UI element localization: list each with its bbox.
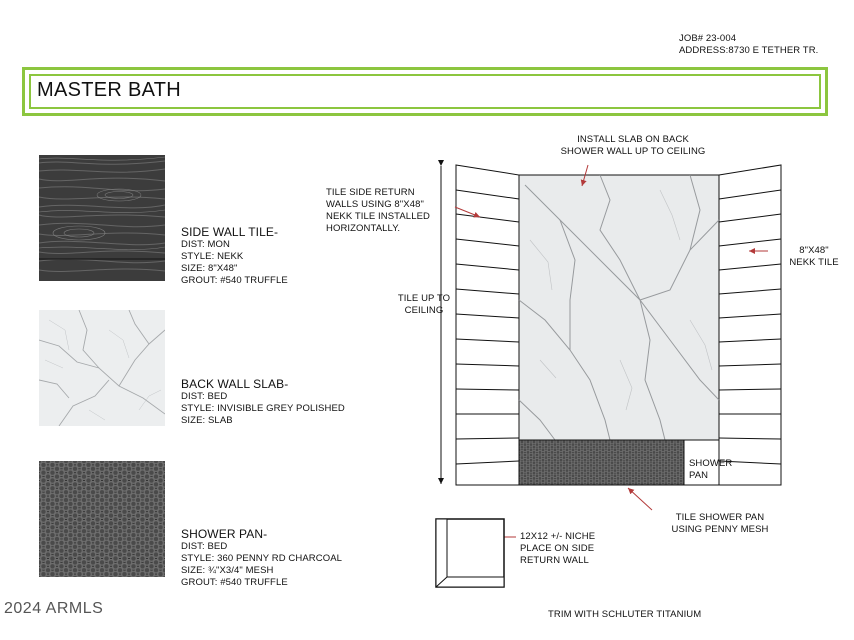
note-line: TILE SHOWER PAN bbox=[675, 512, 765, 523]
nekk-tile-note bbox=[786, 245, 842, 269]
note-line: 12X12 +/- NICHE bbox=[520, 531, 596, 542]
spec-heading: BACK WALL SLAB- bbox=[181, 377, 289, 391]
spec-line: DIST: BED bbox=[181, 391, 228, 402]
note-line: SHOWER WALL UP TO CEILING bbox=[560, 146, 706, 157]
note-line: 8"X48" bbox=[799, 245, 829, 256]
spec-line: GROUT: #540 TRUFFLE bbox=[181, 577, 288, 588]
penny-mesh-arrow bbox=[628, 488, 652, 510]
spec-line: STYLE: 360 PENNY RD CHARCOAL bbox=[181, 553, 343, 564]
note-line: TILE SIDE RETURN bbox=[326, 187, 415, 198]
note-line: USING PENNY MESH bbox=[671, 524, 769, 535]
niche-note bbox=[520, 531, 595, 567]
page-title: MASTER BATH bbox=[37, 79, 182, 101]
niche-diagram bbox=[436, 519, 504, 587]
note-line: PLACE ON SIDE bbox=[520, 543, 595, 554]
note-line: WALLS USING 8"X48" bbox=[326, 199, 424, 210]
note-line: NEKK TILE INSTALLED bbox=[326, 211, 430, 222]
install-slab-note bbox=[543, 134, 723, 158]
job-number: JOB# 23-004 bbox=[679, 33, 737, 44]
back-wall-slab bbox=[519, 175, 719, 440]
spec-line: DIST: MON bbox=[181, 239, 230, 250]
note-line: PAN bbox=[689, 470, 709, 481]
spec-heading: SIDE WALL TILE- bbox=[181, 225, 279, 239]
penny-mesh-note bbox=[665, 512, 775, 536]
note-line: CEILING bbox=[404, 305, 444, 316]
note-line: RETURN WALL bbox=[520, 555, 589, 566]
shower-pan-label bbox=[689, 458, 732, 482]
spec-line: DIST: BED bbox=[181, 541, 228, 552]
right-return-wall bbox=[719, 165, 781, 485]
side-return-note bbox=[326, 187, 430, 235]
job-address: ADDRESS:8730 E TETHER TR. bbox=[679, 45, 819, 56]
left-return-wall bbox=[456, 165, 519, 485]
spec-line: SIZE: ¾"X3/4" MESH bbox=[181, 565, 274, 576]
spec-line: SIZE: SLAB bbox=[181, 415, 233, 426]
spec-line: STYLE: NEKK bbox=[181, 251, 244, 262]
spec-heading: SHOWER PAN- bbox=[181, 527, 268, 541]
note-line: TILE UP TO bbox=[397, 293, 451, 304]
tile-up-note bbox=[394, 293, 454, 317]
watermark: 2024 ARMLS bbox=[4, 600, 104, 617]
note-line: HORIZONTALLY. bbox=[326, 223, 401, 234]
spec-line: STYLE: INVISIBLE GREY POLISHED bbox=[181, 403, 345, 414]
spec-line: SIZE: 8"X48" bbox=[181, 263, 238, 274]
trim-note: TRIM WITH SCHLUTER TITANIUM bbox=[548, 609, 702, 620]
note-line: SHOWER bbox=[689, 458, 733, 469]
note-line: NEKK TILE bbox=[789, 257, 839, 268]
spec-line: GROUT: #540 TRUFFLE bbox=[181, 275, 288, 286]
note-line: INSTALL SLAB ON BACK bbox=[577, 134, 689, 145]
